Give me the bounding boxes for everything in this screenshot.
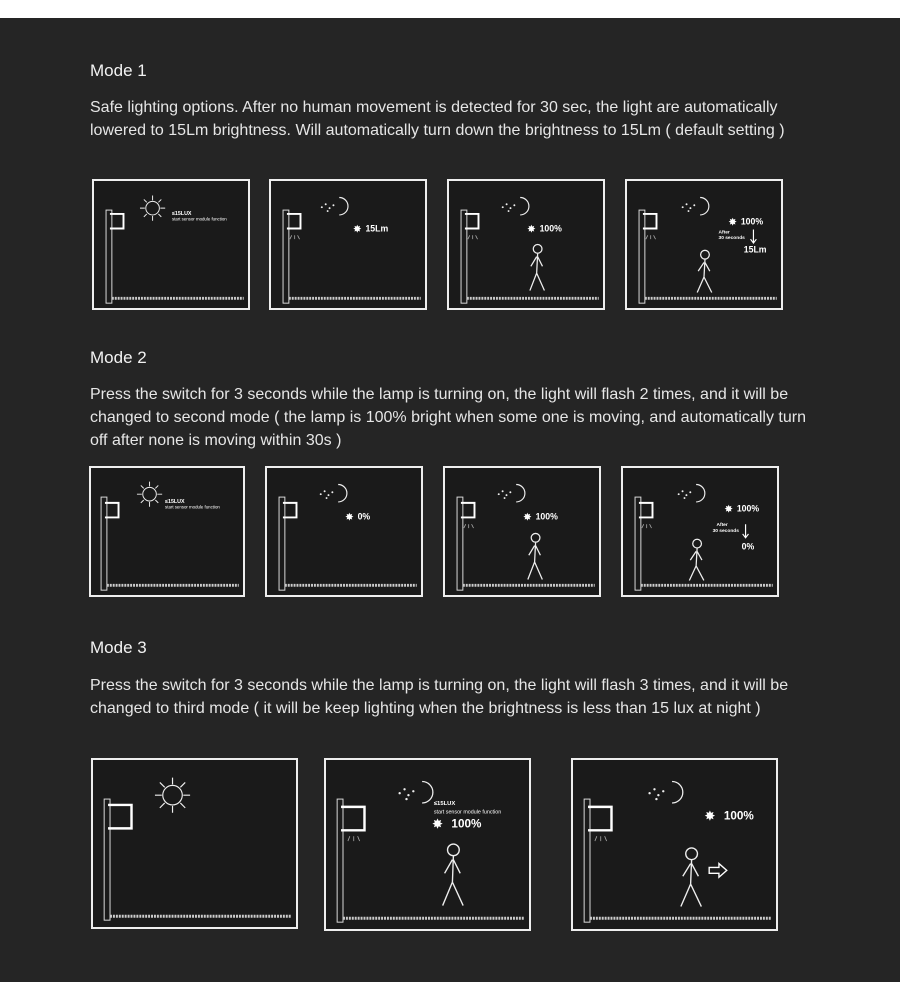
sensor-label-1: ≤15LUX <box>171 210 192 217</box>
night-moon-icon <box>320 484 347 501</box>
walking-person-icon <box>697 250 712 292</box>
mode-3-panel-1 <box>91 758 298 929</box>
wall-lamp-icon <box>461 210 478 303</box>
night-moon-icon <box>498 484 525 501</box>
brightness-label: 100% <box>535 511 558 522</box>
sun-icon <box>140 196 165 221</box>
wall-lamp-icon <box>279 497 296 590</box>
sun-icon <box>137 482 162 507</box>
mode-1-panel-4 <box>625 179 783 310</box>
sparkle-light-icon: ✸ <box>728 216 738 229</box>
wall-lamp-icon <box>635 497 652 590</box>
after-label: After <box>716 523 728 529</box>
sparkle-light-icon: ✸ <box>431 816 444 832</box>
wall-lamp-icon <box>639 210 656 303</box>
walking-person-icon <box>681 848 702 907</box>
wall-lamp-icon <box>283 210 300 303</box>
night-moon-icon <box>682 197 709 214</box>
mode-2-title: Mode 2 <box>90 348 147 367</box>
night-moon-icon <box>678 484 705 501</box>
wall-lamp-icon <box>101 497 118 590</box>
wall-lamp-icon <box>457 497 474 590</box>
brightness-label: 100% <box>451 817 482 831</box>
mode-1-title: Mode 1 <box>90 61 147 80</box>
sparkle-light-icon: ✸ <box>704 808 716 824</box>
infographic-page <box>0 18 900 982</box>
brightness-label: 100% <box>740 216 764 227</box>
after-time-label: 30 seconds <box>712 528 739 534</box>
night-moon-icon <box>502 197 529 214</box>
after-label: After <box>718 230 730 236</box>
walking-person-icon <box>443 844 464 906</box>
sensor-label-2: start sensor module function <box>165 504 220 510</box>
sensor-label-1: ≤15LUX <box>433 800 456 807</box>
arrow-down-icon <box>751 229 757 243</box>
sparkle-light-icon: ✸ <box>522 511 532 524</box>
brightness-label: 100% <box>723 809 754 823</box>
sparkle-light-icon: ✸ <box>352 223 362 236</box>
walking-person-icon <box>689 539 704 580</box>
brightness-label: 100% <box>736 503 760 514</box>
sensor-label-2: start sensor module function <box>433 809 502 816</box>
wall-lamp-icon <box>584 799 611 922</box>
mode-2-panel-1 <box>89 466 245 597</box>
night-moon-icon <box>648 781 682 802</box>
mode-1-panel-1 <box>92 179 250 310</box>
brightness-label: 0% <box>357 511 371 522</box>
brightness-label: 100% <box>539 223 562 234</box>
mode-1-description: Safe lighting options. After no human movement is detected for 30 sec, the light are automatically lowered to 15Lm brightness. Will automatically turn down the brightness to 15Lm ( default setting ) <box>90 99 785 139</box>
mode-2-panel-2 <box>265 466 423 597</box>
arrow-right-icon <box>709 864 727 878</box>
night-moon-icon <box>398 781 432 802</box>
mode-1-panel-3 <box>447 179 605 310</box>
mode-3-description: Press the switch for 3 seconds while the lamp is turning on, the light will flash 3 times, and it will be changed to third mode ( it will be keep lighting when the brightness is less than 15 lux at night ) <box>90 677 789 717</box>
brightness-label: 15Lm <box>365 223 389 234</box>
arrow-down-icon <box>743 524 749 538</box>
sensor-label-2: start sensor module function <box>171 216 227 222</box>
walking-person-icon <box>530 245 545 291</box>
wall-lamp-icon <box>106 210 123 303</box>
sparkle-light-icon: ✸ <box>724 503 734 516</box>
mode-3-title: Mode 3 <box>90 638 147 657</box>
mode-2-panel-3 <box>443 466 601 597</box>
mode-2-panel-4 <box>621 466 779 597</box>
mode-1-panel-2 <box>269 179 427 310</box>
after-time-label: 30 seconds <box>718 236 745 242</box>
sparkle-light-icon: ✸ <box>526 223 536 236</box>
result-brightness-label: 15Lm <box>743 244 767 255</box>
result-brightness-label: 0% <box>741 541 755 552</box>
wall-lamp-icon <box>337 799 364 922</box>
night-moon-icon <box>321 197 348 214</box>
sensor-label-1: ≤15LUX <box>165 498 185 505</box>
sun-icon <box>155 778 190 813</box>
wall-lamp-icon <box>104 799 131 920</box>
sparkle-light-icon: ✸ <box>344 511 354 524</box>
mode-2-description: Press the switch for 3 seconds while the lamp is turning on, the light will flash 2 times, and it will be changed to second mode ( the lamp is 100% bright when some one is moving, and automatically turn off after none is moving within 30s ) <box>90 386 806 449</box>
mode-3-panel-3 <box>571 758 778 931</box>
mode-3-panel-2 <box>324 758 531 931</box>
walking-person-icon <box>528 533 543 579</box>
